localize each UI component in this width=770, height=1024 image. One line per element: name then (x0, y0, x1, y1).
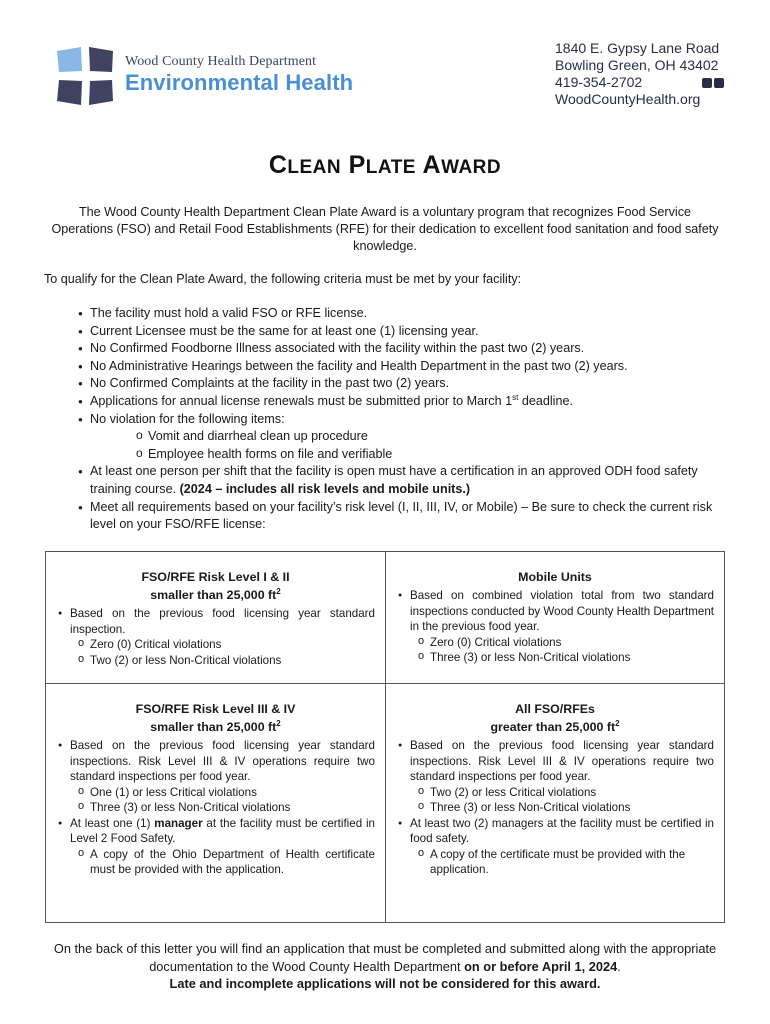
list-item: ● The facility must hold a valid FSO or RFE license. (78, 305, 718, 323)
box-heading: FSO/RFE Risk Level III & IV smaller than 25,000 $ft^2$ (135, 702, 296, 734)
phone-number: 419-354-2702 (555, 74, 643, 90)
sub-list-item: o Vomit and diarrheal clean up procedure (136, 428, 718, 446)
address-line-2: Bowling Green, OH 43402 (555, 57, 719, 73)
list-item: ● At least one (1) manager at the facility must be certified in Level 2 Food Safety. (56, 816, 375, 847)
social-icons (700, 74, 724, 91)
sub-list-item: o A copy of the Ohio Department of Health certificate must be provided with the application. (78, 847, 375, 878)
list-item: ● Based on the previous food licensing year standard inspections. Risk Level III & IV operations require two standard inspections per food year. (396, 738, 714, 785)
list-item: ● Applications for annual license renewals must be submitted prior to March 1st deadline. (78, 393, 718, 411)
sub-list (90, 428, 718, 463)
box-heading: Mobile Units (518, 570, 592, 584)
large-fso-rfe-box (386, 684, 724, 922)
sub-list-item: o Three (3) or less Non-Critical violations (418, 650, 714, 666)
list-item: ● No Confirmed Complaints at the facility in the past two (2) years. (78, 375, 718, 393)
list-item: ● At least two (2) managers at the facility must be certified in food safety. (396, 816, 714, 847)
mobile-units-box (386, 552, 724, 684)
contact-block (555, 40, 720, 108)
sub-list-item: o One (1) or less Critical violations (78, 785, 375, 801)
facebook-icon[interactable] (702, 78, 712, 88)
risk-level-table (45, 551, 725, 923)
list-item: ● Based on the previous food licensing year standard inspections. Risk Level III & IV operations require two standard inspections per food year. (56, 738, 375, 785)
website-link[interactable]: WoodCountyHealth.org (555, 91, 701, 107)
intro-paragraph: The Wood County Health Department Clean Plate Award is a voluntary program that recognizes Food Service Operations (FSO) and Retail Food Establishments (RFE) for their dedication to excellent food sanitation and food safety knowledge. (51, 205, 719, 253)
address-line-1: 1840 E. Gypsy Lane Road (555, 40, 720, 56)
sub-list-item: o Zero (0) Critical violations (418, 635, 714, 651)
risk-level-1-2-box (46, 552, 386, 684)
box-heading: FSO/RFE Risk Level I & II smaller than 25,000 $ft^2$ (141, 570, 290, 602)
sub-list-item: o Two (2) or less Non-Critical violations (78, 653, 375, 669)
list-item: ● Based on combined violation total from two standard inspections conducted by Wood County Health Department in the previous food year. (396, 588, 714, 635)
sub-list-item: o A copy of the certificate must be provided with the application. (418, 847, 714, 878)
sub-list-item: o Two (2) or less Critical violations (418, 785, 714, 801)
division-name: Environmental Health (125, 70, 354, 95)
department-name: Wood County Health Department (125, 54, 317, 69)
list-item: ● At least one person per shift that the facility is open must have a certification in an approved ODH food safety training course. (2024 – includes all risk levels and mobile units.) (78, 463, 718, 498)
list-item: ● No Administrative Hearings between the facility and Health Department in the past two (2) years. (78, 358, 718, 376)
list-item: ● No violation for the following items: o Vomit and diarrheal clean up procedure o Employee health forms on file and verifiable (78, 411, 718, 464)
list-item: ● No Confirmed Foodborne Illness associated with the facility within the past two (2) years. (78, 340, 718, 358)
twitter-icon[interactable] (714, 78, 724, 88)
sub-list-item: o Employee health forms on file and verifiable (136, 446, 718, 464)
footer-notice: On the back of this letter you will find an application that must be completed and submitted along with the appropriate documentation to the Wood County Health Department on or before April 1, 2024. Late and incomplete applications will not be considered for this award. (53, 941, 717, 991)
late-application-warning: Late and incomplete applications will not be considered for this award. (169, 976, 601, 991)
criteria-list (78, 305, 718, 534)
wood-county-cross-logo (55, 45, 117, 107)
list-item: ● Meet all requirements based on your facility’s risk level (I, II, III, IV, or Mobile) – Be sure to check the current risk level on your FSO/RFE license: (78, 499, 718, 534)
page-title: CLEAN PLATE AWARD (268, 151, 502, 179)
box-heading: All FSO/RFEs greater than 25,000 $ft^2$ (490, 702, 620, 734)
risk-level-3-4-box (46, 684, 386, 922)
letterhead (55, 40, 720, 115)
sub-list-item: o Three (3) or less Non-Critical violations (78, 800, 375, 816)
phone-line (555, 74, 715, 91)
list-item: ● Based on the previous food licensing year standard inspection. (56, 606, 375, 637)
list-item: ● Current Licensee must be the same for at least one (1) licensing year. (78, 323, 718, 341)
sub-list-item: o Zero (0) Critical violations (78, 637, 375, 653)
sub-list-item: o Three (3) or less Non-Critical violations (418, 800, 714, 816)
qualify-statement: To qualify for the Clean Plate Award, the following criteria must be met by your facility: (44, 272, 522, 286)
